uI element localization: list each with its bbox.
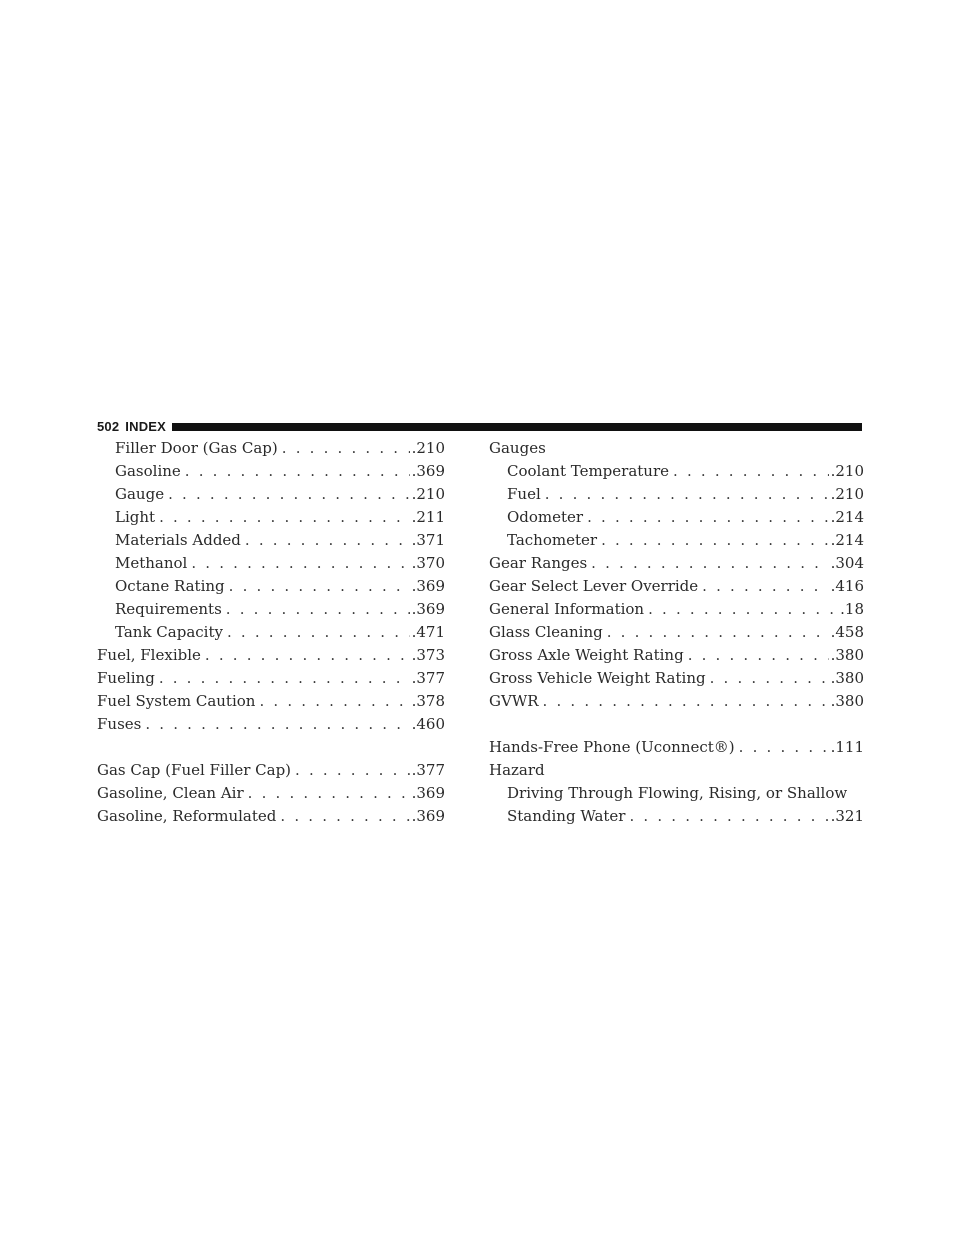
dot-leader: [159, 506, 410, 529]
index-entry: [97, 690, 445, 713]
index-entry: [489, 667, 864, 690]
dot-leader: [245, 529, 410, 552]
index-entry-label: Odometer: [507, 508, 584, 526]
index-entry-label: Octane Rating: [115, 577, 225, 595]
dot-leader: [226, 598, 410, 621]
dot-leader: [543, 690, 829, 713]
index-entry-page: .373: [411, 646, 445, 664]
index-entry-page: .380: [830, 646, 864, 664]
dot-leader: [545, 483, 829, 506]
index-entry-label: Light: [115, 508, 156, 526]
index-spacer: [97, 736, 445, 759]
index-entry-label: Hazard: [489, 761, 545, 779]
page-header: [97, 416, 862, 436]
index-entry: [489, 460, 864, 483]
index-entry-page: .210: [411, 485, 445, 503]
index-entry: [489, 598, 864, 621]
index-entry: [97, 483, 445, 506]
index-entry-label: Fuel: [507, 485, 541, 503]
index-entry: [489, 483, 864, 506]
index-entry-label: Gasoline, Reformulated: [97, 807, 277, 825]
index-entry: [97, 644, 445, 667]
index-entry-page: .369: [411, 462, 445, 480]
page-number: 502: [97, 418, 120, 434]
dot-leader: [710, 667, 829, 690]
index-column-right: [489, 437, 864, 828]
index-entry-label: Tank Capacity: [115, 623, 223, 641]
index-entry-label: Gasoline, Clean Air: [97, 784, 244, 802]
index-entry: [97, 506, 445, 529]
index-entry-page: .18: [840, 600, 864, 618]
index-entry-label: Fueling: [97, 669, 155, 687]
section-title: INDEX: [125, 418, 167, 434]
dot-leader: [168, 483, 410, 506]
index-entry: [97, 575, 445, 598]
index-entry: [489, 621, 864, 644]
dot-leader: [259, 690, 409, 713]
index-entry-label: Materials Added: [115, 531, 241, 549]
index-spacer: [489, 713, 864, 736]
index-entry-page: .416: [830, 577, 864, 595]
index-entry-page: .460: [411, 715, 445, 733]
dot-leader: [739, 736, 829, 759]
index-entry-page: .369: [411, 600, 445, 618]
index-entry-label: Requirements: [115, 600, 222, 618]
index-entry: [97, 805, 445, 828]
index-entry-page: .111: [830, 738, 864, 756]
index-entry: [97, 552, 445, 575]
index-entry-page: .210: [830, 485, 864, 503]
index-entry-page: .380: [830, 692, 864, 710]
dot-leader: [673, 460, 829, 483]
index-entry-label: Hands-Free Phone (Uconnect®): [489, 738, 735, 756]
index-entry-label: Standing Water: [507, 807, 626, 825]
index-entry-label: GVWR: [489, 692, 539, 710]
index-entry-page: .210: [411, 439, 445, 457]
index-entry: [489, 506, 864, 529]
index-entry-label: Tachometer: [507, 531, 598, 549]
index-entry: [489, 736, 864, 759]
index-entry-page: .369: [411, 784, 445, 802]
index-column-left: [97, 437, 445, 828]
index-entry: [489, 782, 864, 805]
header-rule: [172, 423, 862, 431]
index-entry-label: Filler Door (Gas Cap): [115, 439, 278, 457]
index-entry-label: Driving Through Flowing, Rising, or Shallow: [507, 784, 848, 802]
dot-leader: [280, 805, 409, 828]
index-entry: [97, 713, 445, 736]
index-entry: [489, 759, 864, 782]
index-entry-page: .380: [830, 669, 864, 687]
index-entry-label: General Information: [489, 600, 645, 618]
dot-leader: [248, 782, 410, 805]
index-entry-page: .377: [411, 761, 445, 779]
index-entry: [489, 552, 864, 575]
dot-leader: [591, 552, 828, 575]
index-entry: [97, 437, 445, 460]
index-entry-page: .214: [830, 508, 864, 526]
index-entry-page: .369: [411, 807, 445, 825]
dot-leader: [227, 621, 410, 644]
index-entry: [489, 575, 864, 598]
index-entry-label: Gross Vehicle Weight Rating: [489, 669, 706, 687]
index-entry-label: Fuses: [97, 715, 142, 733]
dot-leader: [607, 621, 829, 644]
index-entry-page: .214: [830, 531, 864, 549]
index-entry-page: .211: [411, 508, 445, 526]
index-entry-page: .321: [830, 807, 864, 825]
index-entry-page: .371: [411, 531, 445, 549]
index-entry: [489, 644, 864, 667]
index-entry-label: Glass Cleaning: [489, 623, 603, 641]
dot-leader: [282, 437, 410, 460]
index-entry-label: Methanol: [115, 554, 188, 572]
index-entry-label: Gauges: [489, 439, 546, 457]
index-entry-page: .471: [411, 623, 445, 641]
dot-leader: [145, 713, 409, 736]
dot-leader: [702, 575, 828, 598]
index-entry-page: .458: [830, 623, 864, 641]
index-entry-label: Gauge: [115, 485, 165, 503]
dot-leader: [587, 506, 828, 529]
index-entry: [489, 529, 864, 552]
index-entry: [489, 805, 864, 828]
index-entry-label: Gasoline: [115, 462, 181, 480]
index-entry: [97, 460, 445, 483]
index-entry-label: Coolant Temperature: [507, 462, 670, 480]
index-entry-page: .369: [411, 577, 445, 595]
index-entry-page: .378: [411, 692, 445, 710]
dot-leader: [688, 644, 829, 667]
index-entry-label: Gross Axle Weight Rating: [489, 646, 684, 664]
index-entry-page: .304: [830, 554, 864, 572]
index-entry-label: Fuel System Caution: [97, 692, 256, 710]
index-entry-page: .210: [830, 462, 864, 480]
index-entry: [97, 782, 445, 805]
index-entry: [97, 529, 445, 552]
index-entry-label: Gas Cap (Fuel Filler Cap): [97, 761, 292, 779]
dot-leader: [185, 460, 410, 483]
index-entry-label: Gear Select Lever Override: [489, 577, 699, 595]
dot-leader: [159, 667, 410, 690]
dot-leader: [629, 805, 828, 828]
index-entry-page: .370: [411, 554, 445, 572]
index-entry-label: Fuel, Flexible: [97, 646, 201, 664]
dot-leader: [191, 552, 409, 575]
index-entry: [97, 759, 445, 782]
dot-leader: [601, 529, 829, 552]
dot-leader: [648, 598, 838, 621]
index-entry: [97, 667, 445, 690]
dot-leader: [295, 759, 410, 782]
index-entry: [97, 598, 445, 621]
dot-leader: [229, 575, 410, 598]
index-entry-label: Gear Ranges: [489, 554, 588, 572]
index-entry-page: .377: [411, 669, 445, 687]
index-entry: [97, 621, 445, 644]
dot-leader: [205, 644, 410, 667]
index-entry: [489, 437, 864, 460]
index-entry: [489, 690, 864, 713]
